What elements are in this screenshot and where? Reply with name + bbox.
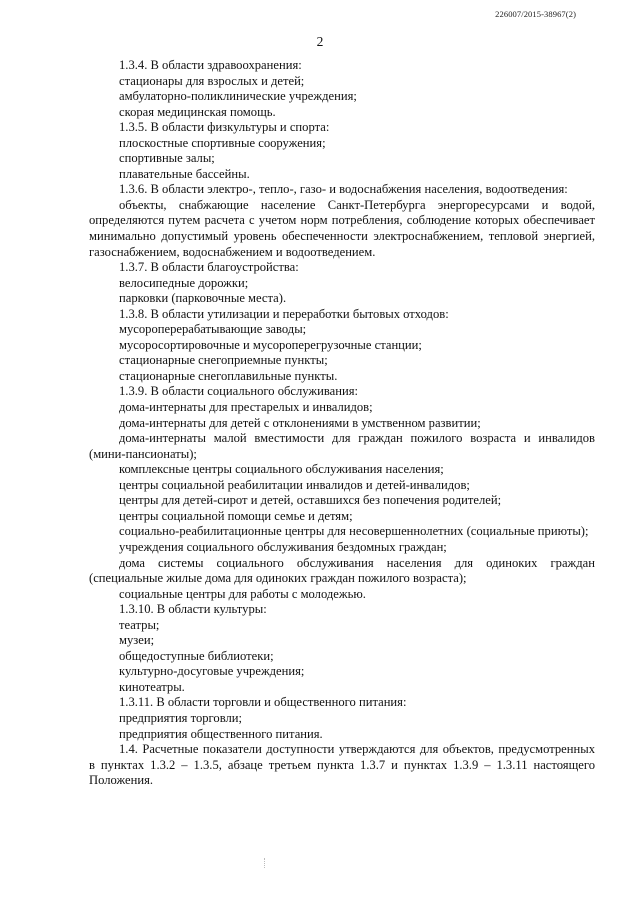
list-item: предприятия общественного питания. (119, 726, 323, 741)
section-heading: 1.3.5. В области физкультуры и спорта: (119, 120, 330, 135)
list-item: дома-интернаты малой вместимости для граждан пожилого возраста и инвалидов (мини-пансионаты); (89, 431, 595, 461)
list-item: центры социальной реабилитации инвалидов и детей-инвалидов; (119, 477, 470, 492)
section-heading: 1.3.10. В области культуры: (119, 602, 267, 617)
section-heading: 1.3.4. В области здравоохранения: (119, 58, 302, 72)
list-item: дома системы социального обслуживания населения для одиноких граждан (специальные жилые дома для одиноких граждан пожилого возраста); (89, 555, 595, 586)
section-heading: 1.3.7. В области благоустройства: (119, 260, 299, 275)
paragraph: объекты, снабжающие население Санкт-Петербурга энергоресурсами и водой, определяются путем расчета с учетом норм потребления, соблюдение которых обеспечивает минимально допустимый уровень обеспеченности электроснабжением, тепловой энергией, газоснабжением, водоснабжением и водоотведением. (89, 197, 595, 259)
list-item: культурно-досуговые учреждения; (119, 664, 305, 679)
list-item: музеи; (119, 633, 155, 648)
list-item: амбулаторно-поликлинические учреждения; (119, 89, 357, 104)
list-item: плоскостные спортивные сооружения; (119, 135, 326, 150)
list-item: центры социальной помощи семье и детям; (119, 508, 353, 523)
list-item: парковки (парковочные места). (119, 291, 287, 306)
list-item: плавательные бассейны. (119, 166, 250, 181)
list-item: дома-интернаты для престарелых и инвалидов; (119, 400, 373, 415)
list-item: скорая медицинская помощь. (119, 104, 276, 119)
list-item: социально-реабилитационные центры для несовершеннолетних (социальные приюты); (119, 524, 589, 539)
list-item: театры; (119, 617, 160, 632)
list-item: учреждения социального обслуживания бездомных граждан; (119, 539, 447, 554)
section-heading: 1.3.8. В области утилизации и переработки бытовых отходов: (119, 306, 449, 321)
document-number: 226007/2015-38967(2) (495, 9, 576, 19)
list-item: мусоросортировочные и мусороперегрузочные станции; (119, 337, 422, 352)
list-item: комплексные центры социального обслуживания населения; (119, 462, 444, 477)
list-item: стационарные снегоприемные пункты; (119, 353, 328, 368)
list-item: предприятия торговли; (119, 710, 243, 725)
list-item: стационары для взрослых и детей; (119, 73, 305, 88)
section-heading: 1.3.6. В области электро-, тепло-, газо- и водоснабжения населения, водоотведения: (119, 182, 568, 197)
paragraph: 1.4. Расчетные показатели доступности утверждаются для объектов, предусмотренных в пунктах 1.3.2 – 1.3.5, абзаце третьем пункта 1.3.7 и пунктах 1.3.9 – 1.3.11 настоящего Положения. (89, 742, 595, 788)
section-heading: 1.3.9. В области социального обслуживания: (119, 384, 358, 399)
list-item: центры для детей-сирот и детей, оставшихся без попечения родителей; (119, 493, 502, 508)
document-body (89, 58, 595, 789)
page-number: 2 (316, 34, 324, 49)
list-item: общедоступные библиотеки; (119, 648, 274, 663)
list-item: кинотеатры. (119, 679, 185, 694)
list-item: дома-интернаты для детей с отклонениями в умственном развитии; (119, 415, 481, 430)
list-item: социальные центры для работы с молодежью. (119, 586, 366, 601)
list-item: велосипедные дорожки; (119, 275, 249, 290)
scan-artifact-line (264, 858, 266, 868)
list-item: спортивные залы; (119, 151, 215, 166)
list-item: мусороперерабатывающие заводы; (119, 322, 307, 337)
section-heading: 1.3.11. В области торговли и общественного питания: (119, 695, 407, 710)
list-item: стационарные снегоплавильные пункты. (119, 368, 338, 383)
